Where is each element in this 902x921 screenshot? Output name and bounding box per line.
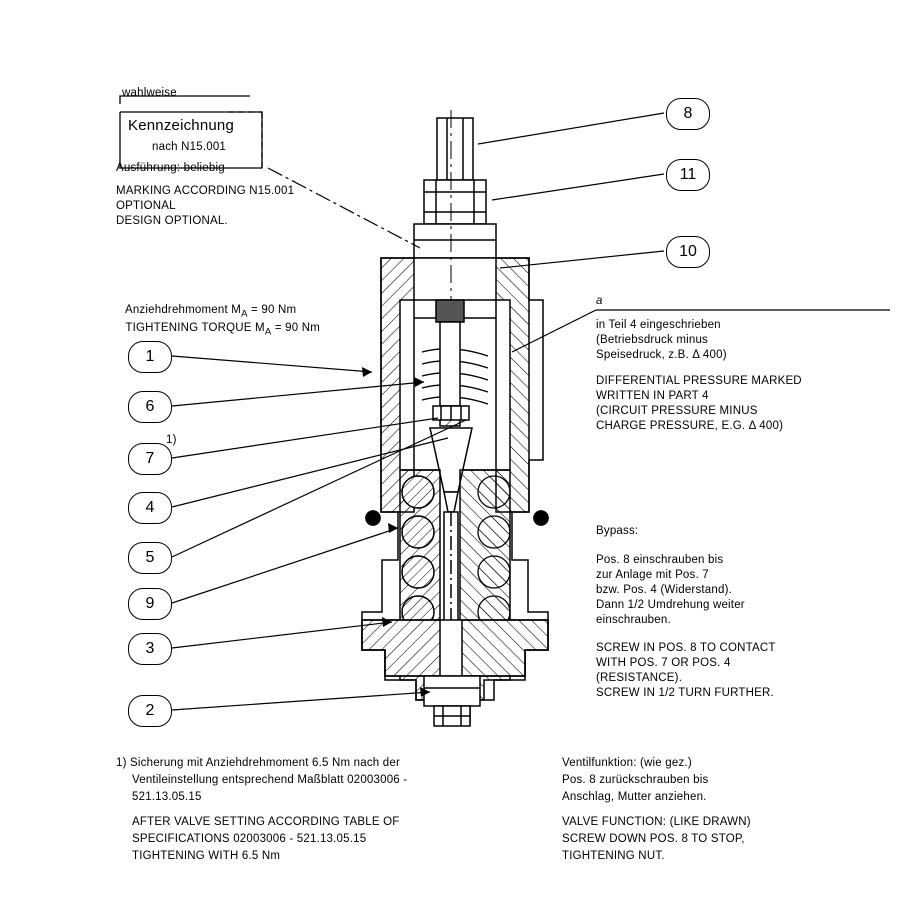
bypass-en4: SCREW IN 1/2 TURN FURTHER. [596,687,774,699]
balloon-6[interactable]: 6 [128,391,172,423]
footnote-marker-1: 1) [166,434,177,446]
bypass-de4: Dann 1/2 Umdrehung weiter [596,599,745,611]
torque-en-text: TIGHTENING TORQUE M [125,322,265,334]
valve-function-de1: Ventilfunktion: (wie gez.) [562,757,692,769]
balloon-2[interactable]: 2 [128,695,172,727]
bypass-de1: Pos. 8 einschrauben bis [596,554,724,566]
valve-function-en2: SCREW DOWN POS. 8 TO STOP, [562,833,745,845]
differential-de2: (Betriebsdruck minus [596,334,709,346]
balloon-1[interactable]: 1 [128,341,172,373]
bypass-de5: einschrauben. [596,614,671,626]
footnote-de3: 521.13.05.15 [132,791,202,803]
marking-box-en3: DESIGN OPTIONAL. [116,215,228,227]
balloon-4[interactable]: 4 [128,492,172,524]
torque-de-value: = 90 Nm [247,304,297,316]
footnote-de1: 1) Sicherung mit Anziehdrehmoment 6.5 Nm nach der [116,757,401,769]
differential-de3: Speisedruck, z.B. Δ 400) [596,349,727,361]
bypass-de2: zur Anlage mit Pos. 7 [596,569,709,581]
marking-box-en1: MARKING ACCORDING N15.001 [116,185,295,197]
torque-en-sub: A [264,326,272,338]
balloon-9[interactable]: 9 [128,588,172,620]
marking-box-header: wahlweise [122,87,177,99]
balloon-7[interactable]: 7 [128,443,172,475]
footnote-de2: Ventileinstellung entsprechend Maßblatt 02003006 - [132,774,408,786]
valve-function-de2: Pos. 8 zurückschrauben bis [562,774,709,786]
differential-en2: WRITTEN IN PART 4 [596,390,709,402]
differential-en3: (CIRCUIT PRESSURE MINUS [596,405,758,417]
torque-note-en [112,307,320,353]
valve-function-en1: VALVE FUNCTION: (LIKE DRAWN) [562,816,751,828]
marking-box-line2: nach N15.001 [152,141,227,153]
bypass-en1: SCREW IN POS. 8 TO CONTACT [596,642,776,654]
torque-de-text: Anziehdrehmoment M [124,304,242,316]
footnote-en2: SPECIFICATIONS 02003006 - 521.13.05.15 [132,833,367,845]
bypass-title: Bypass: [596,525,639,537]
alpha-symbol: a [596,295,603,307]
torque-de-sub: A [241,308,248,320]
bypass-de3: bzw. Pos. 4 (Widerstand). [596,584,733,596]
bypass-en2: WITH POS. 7 OR POS. 4 [596,657,731,669]
differential-en4: CHARGE PRESSURE, E.G. Δ 400) [596,420,784,432]
valve-function-en3: TIGHTENING NUT. [562,850,665,862]
marking-box-line1: Kennzeichnung [128,117,235,134]
balloon-11[interactable]: 11 [666,159,710,191]
footnote-en3: TIGHTENING WITH 6.5 Nm [132,850,281,862]
marking-box-line3: Ausführung: beliebig [116,162,225,174]
differential-en1: DIFFERENTIAL PRESSURE MARKED [596,375,802,387]
balloon-5[interactable]: 5 [128,542,172,574]
valve-function-de3: Anschlag, Mutter anziehen. [562,791,707,803]
bypass-en3: (RESISTANCE). [596,672,683,684]
marking-box-en2: OPTIONAL [116,200,176,212]
balloon-10[interactable]: 10 [666,236,710,268]
footnote-en1: AFTER VALVE SETTING ACCORDING TABLE OF [132,816,400,828]
torque-en-value: = 90 Nm [271,322,321,334]
balloon-8[interactable]: 8 [666,98,710,130]
balloon-3[interactable]: 3 [128,633,172,665]
differential-de1: in Teil 4 eingeschrieben [596,319,721,331]
